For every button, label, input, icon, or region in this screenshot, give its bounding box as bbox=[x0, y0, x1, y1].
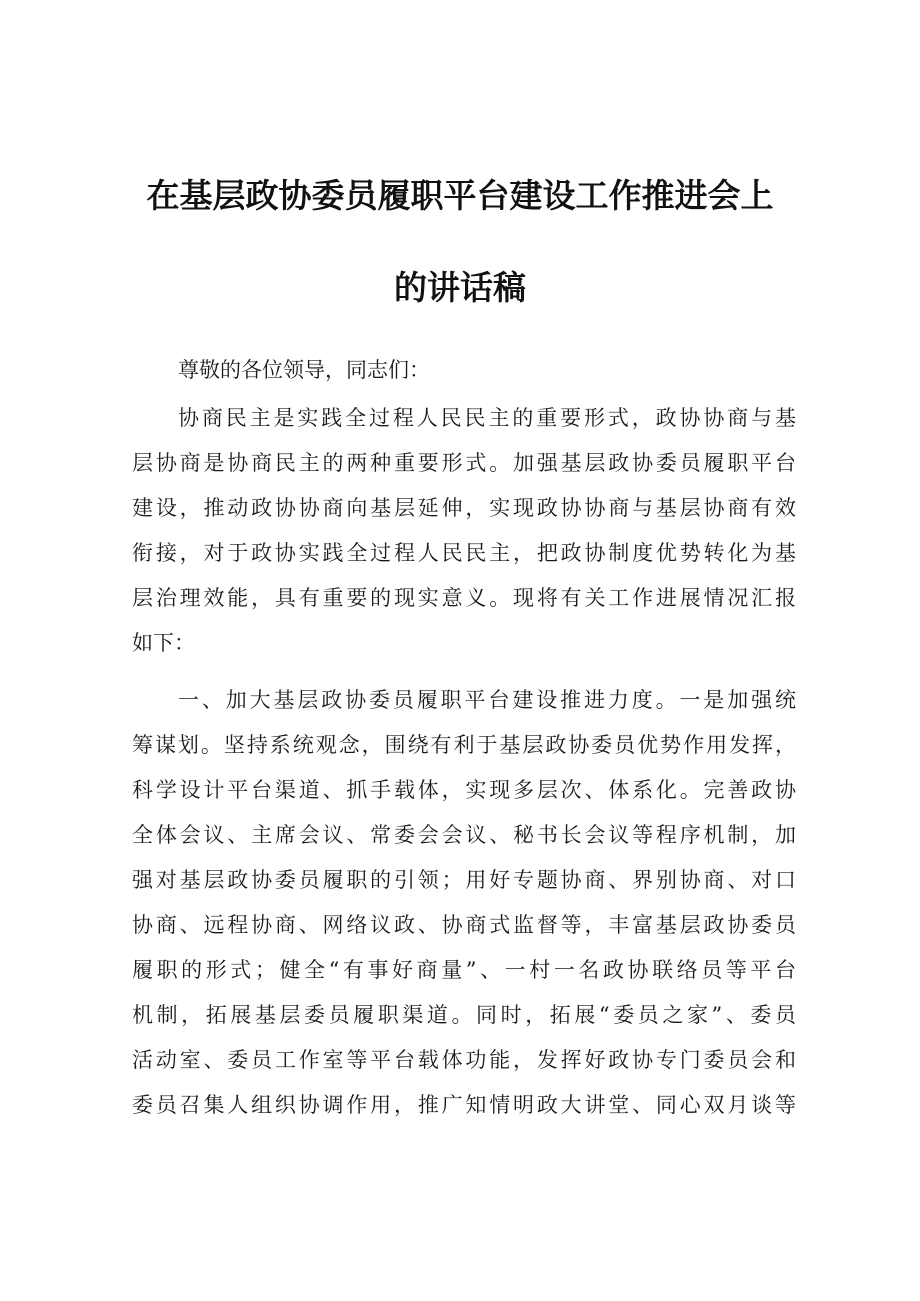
paragraph-line: 科学设计平台渠道、抓手载体，实现多层次、体系化。完善政协 bbox=[132, 778, 796, 802]
paragraph-line: 强对基层政协委员履职的引领；用好专题协商、界别协商、对口 bbox=[132, 868, 796, 892]
paragraph-line: 协商、远程协商、网络议政、协商式监督等，丰富基层政协委员 bbox=[132, 913, 796, 937]
salutation: 尊敬的各位领导，同志们： bbox=[178, 358, 430, 382]
paragraph-line: 层治理效能，具有重要的现实意义。现将有关工作进展情况汇报 bbox=[132, 586, 796, 610]
document-title-line-2: 的讲话稿 bbox=[394, 268, 526, 307]
paragraph-line: 机制，拓展基层委员履职渠道。同时，拓展“委员之家”、委员 bbox=[132, 1003, 796, 1027]
paragraph-line: 活动室、委员工作室等平台载体功能，发挥好政协专门委员会和 bbox=[132, 1048, 796, 1072]
paragraph-line: 协商民主是实践全过程人民民主的重要形式，政协协商与基 bbox=[178, 406, 796, 430]
paragraph-line: 全体会议、主席会议、常委会会议、秘书长会议等程序机制，加 bbox=[132, 823, 796, 847]
document-title-line-1: 在基层政协委员履职平台建设工作推进会上 bbox=[146, 176, 774, 215]
paragraph-line: 委员召集人组织协调作用，推广知情明政大讲堂、同心双月谈等 bbox=[132, 1093, 796, 1117]
paragraph-line: 履职的形式；健全“有事好商量”、一村一名政协联络员等平台 bbox=[132, 958, 796, 982]
paragraph-line: 建设，推动政协协商向基层延伸，实现政协协商与基层协商有效 bbox=[132, 496, 796, 520]
paragraph-line: 衔接，对于政协实践全过程人民民主，把政协制度优势转化为基 bbox=[132, 541, 796, 565]
paragraph-line: 一、加大基层政协委员履职平台建设推进力度。一是加强统 bbox=[178, 688, 796, 712]
paragraph-line: 如下： bbox=[132, 631, 195, 655]
paragraph-line: 筹谋划。坚持系统观念，围绕有利于基层政协委员优势作用发挥， bbox=[132, 733, 796, 757]
paragraph-line: 层协商是协商民主的两种重要形式。加强基层政协委员履职平台 bbox=[132, 451, 796, 475]
